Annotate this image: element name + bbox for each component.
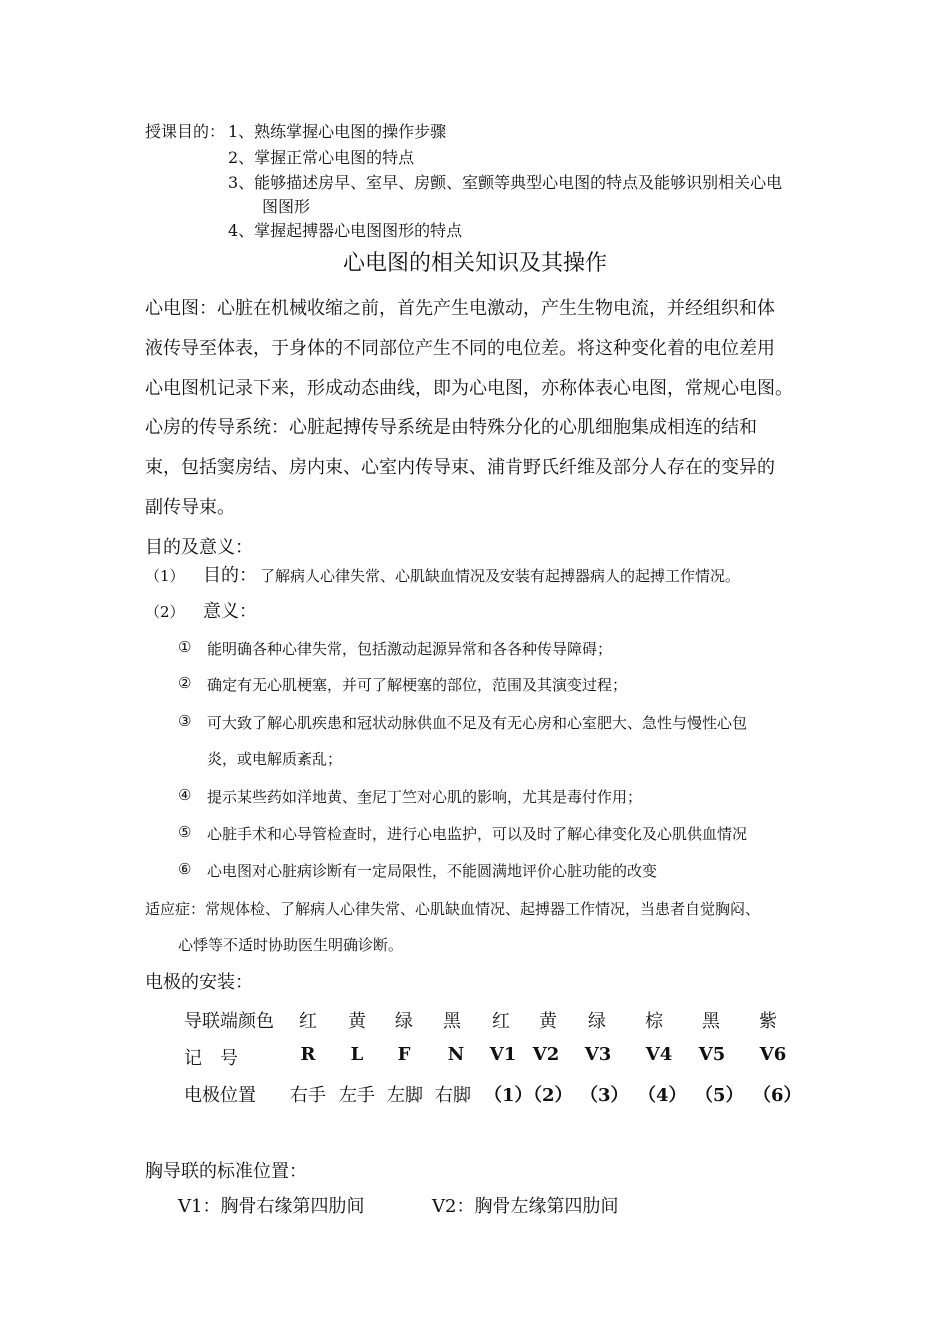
- lead-color: 红: [299, 1011, 317, 1032]
- lead-position: 右脚: [435, 1085, 471, 1106]
- purpose-heading: 目的及意义：: [145, 537, 253, 558]
- lead-color: 黄: [348, 1011, 366, 1032]
- indications-text-continued: 心悸等不适时协助医生明确诊断。: [178, 936, 404, 954]
- chest-lead-v2: V2：胸骨左缘第四肋间: [432, 1196, 619, 1217]
- purpose-item-text: 了解病人心律失常、心肌缺血情况及安装有起搏器病人的起搏工作情况。: [260, 567, 741, 585]
- significance-text: 心电图对心脏病诊断有一定局限性，不能圆满地评价心脏功能的改变: [207, 862, 658, 880]
- significance-text: 心脏手术和心导管检查时，进行心电监护，可以及时了解心律变化及心肌供血情况: [207, 825, 748, 843]
- row-label-color: 导联端颜色: [184, 1011, 274, 1032]
- lead-position: （4）: [638, 1085, 687, 1106]
- lead-color: 黑: [702, 1011, 720, 1032]
- significance-text: 确定有无心肌梗塞，并可了解梗塞的部位，范围及其演变过程；: [207, 676, 628, 694]
- lead-position: （3）: [580, 1085, 629, 1106]
- objective-item: 2、掌握正常心电图的特点: [228, 148, 415, 167]
- lead-color: 黄: [539, 1011, 557, 1032]
- lead-symbol: V1: [489, 1044, 517, 1065]
- objective-item-continued: 图图形: [262, 197, 311, 216]
- lead-symbol: V6: [759, 1044, 787, 1065]
- body-line: 副传导束。: [145, 497, 235, 518]
- page-title: 心电图的相关知识及其操作: [342, 251, 607, 276]
- lead-symbol: N: [447, 1044, 465, 1065]
- purpose-item-label: 目的：: [203, 565, 257, 586]
- lead-symbol: F: [397, 1044, 411, 1065]
- body-line: 心房的传导系统：心脏起搏传导系统是由特殊分化的心肌细胞集成相连的结和: [145, 417, 757, 438]
- lead-position: 右手: [290, 1085, 326, 1106]
- row-label-symbol: 记 号: [184, 1048, 238, 1069]
- lead-position: （2）: [524, 1085, 573, 1106]
- lead-symbol: V4: [645, 1044, 673, 1065]
- significance-marker: ④: [178, 786, 192, 804]
- lead-position: （5）: [695, 1085, 744, 1106]
- significance-marker: ②: [178, 674, 192, 692]
- body-line: 束，包括窦房结、房内束、心室内传导束、浦肯野氏纤维及部分人存在的变异的: [145, 457, 775, 478]
- lead-position: 左手: [339, 1085, 375, 1106]
- significance-text: 提示某些药如洋地黄、奎尼丁竺对心肌的影响，尤其是毒付作用；: [207, 788, 643, 806]
- lead-position: 左脚: [387, 1085, 423, 1106]
- indications-text: 适应症：常规体检、了解病人心律失常、心肌缺血情况、起搏器工作情况，当患者自觉胸闷、: [145, 900, 761, 918]
- lead-symbol: V5: [698, 1044, 726, 1065]
- significance-marker: ③: [178, 712, 192, 730]
- lead-color: 棕: [645, 1011, 663, 1032]
- significance-marker: ①: [178, 638, 192, 656]
- lead-symbol: L: [350, 1044, 364, 1065]
- body-line: 液传导至体表，于身体的不同部位产生不同的电位差。将这种变化着的电位差用: [145, 338, 775, 359]
- lead-color: 绿: [588, 1011, 606, 1032]
- significance-text: 能明确各种心律失常，包括激动起源异常和各各种传导障碍；: [207, 640, 613, 658]
- electrodes-heading: 电极的安装：: [145, 972, 253, 993]
- purpose-item-number: （2）: [145, 603, 185, 621]
- lead-color: 黑: [443, 1011, 461, 1032]
- purpose-item-number: （1）: [145, 567, 185, 585]
- lead-symbol: V2: [532, 1044, 560, 1065]
- chest-lead-v1: V1：胸骨右缘第四肋间: [178, 1196, 365, 1217]
- significance-text: 可大致了解心肌疾患和冠状动脉供血不足及有无心房和心室肥大、急性与慢性心包: [207, 714, 748, 732]
- body-line: 心电图：心脏在机械收缩之前，首先产生电激动，产生生物电流，并经组织和体: [145, 298, 775, 319]
- lead-color: 绿: [395, 1011, 413, 1032]
- lead-position: （1）: [484, 1085, 533, 1106]
- row-label-position: 电极位置: [184, 1085, 256, 1106]
- chest-leads-heading: 胸导联的标准位置：: [145, 1161, 307, 1182]
- lead-color: 紫: [759, 1011, 777, 1032]
- objective-item: 3、能够描述房早、室早、房颤、室颤等典型心电图的特点及能够识别相关心电: [228, 173, 783, 192]
- significance-marker: ⑥: [178, 860, 192, 878]
- lead-position: （6）: [753, 1085, 802, 1106]
- lead-symbol: V3: [584, 1044, 612, 1065]
- objective-item: 4、掌握起搏器心电图图形的特点: [228, 221, 463, 240]
- objectives-label: 授课目的：: [145, 122, 226, 141]
- lead-color: 红: [492, 1011, 510, 1032]
- lead-symbol: R: [300, 1044, 316, 1065]
- significance-text-continued: 炎，或电解质紊乱；: [207, 750, 343, 768]
- body-line: 心电图机记录下来，形成动态曲线，即为心电图，亦称体表心电图，常规心电图。: [145, 378, 793, 399]
- purpose-item-label: 意义：: [203, 601, 257, 622]
- objective-item: 1、熟练掌握心电图的操作步骤: [228, 122, 447, 141]
- significance-marker: ⑤: [178, 823, 192, 841]
